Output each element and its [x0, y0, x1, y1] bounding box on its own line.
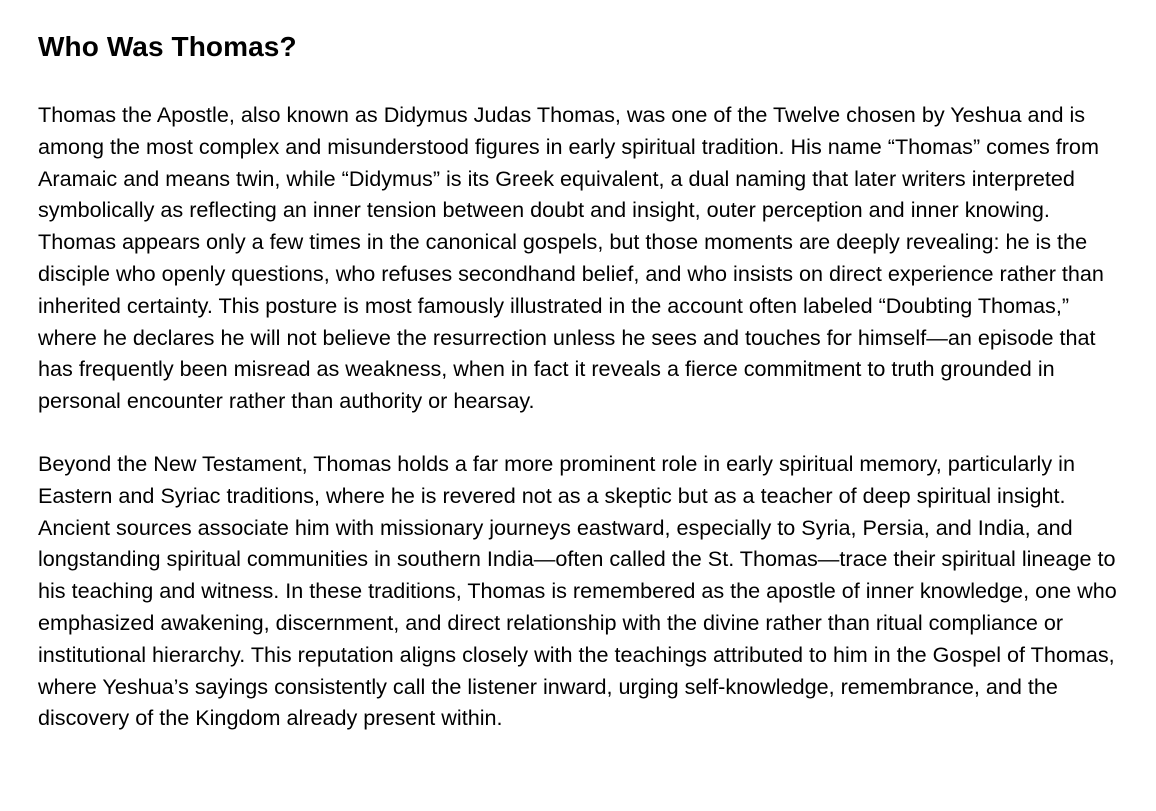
paragraph-1: Thomas the Apostle, also known as Didymus Judas Thomas, was one of the Twelve chosen by Yeshua and is among the most complex and misunderstood figures in early spiritual tradition. His name “Thomas” comes from Aramaic and means twin, while “Didymus” is its Greek equivalent, a dual naming that later writers interpreted symbolically as reflecting an inner tension between doubt and insight, outer perception and inner knowing. Thomas appears only a few times in the canonical gospels, but those moments are deeply revealing: he is the disciple who openly questions, who refuses secondhand belief, and who insists on direct experience rather than inherited certainty. This posture is most famously illustrated in the account often labeled “Doubting Thomas,” where he declares he will not believe the resurrection unless he sees and touches for himself—an episode that has frequently been misread as weakness, when in fact it reveals a fierce commitment to truth grounded in personal encounter rather than authority or hearsay.	[38, 102, 1104, 414]
page-title: Who Was Thomas?	[38, 31, 297, 62]
paragraph-2: Beyond the New Testament, Thomas holds a far more prominent role in early spiritual memory, particularly in Eastern and Syriac traditions, where he is revered not as a skeptic but as a teacher of deep spiritual insight. Ancient sources associate him with missionary journeys eastward, especially to Syria, Persia, and India, and longstanding spiritual communities in southern India—often called the St. Thomas—trace their spiritual lineage to his teaching and witness. In these traditions, Thomas is remembered as the apostle of inner knowledge, one who emphasized awakening, discernment, and direct relationship with the divine rather than ritual compliance or institutional hierarchy. This reputation aligns closely with the teachings attributed to him in the Gospel of Thomas, where Yeshua’s sayings consistently call the listener inward, urging self-knowledge, remembrance, and the discovery of the Kingdom already present within.	[38, 450, 1117, 731]
